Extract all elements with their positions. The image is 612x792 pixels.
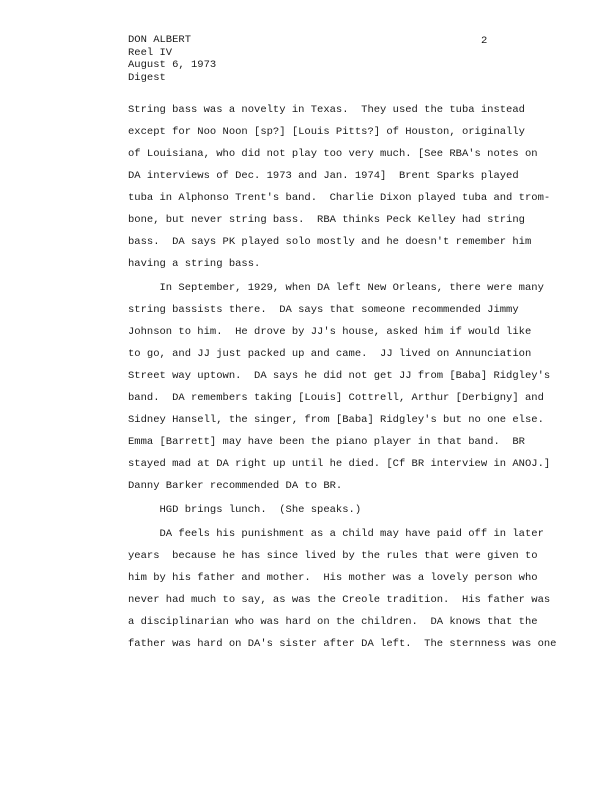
body-line: HGD brings lunch. (She speaks.) <box>128 504 362 516</box>
body-line: Emma [Barrett] may have been the piano player in that band. BR <box>128 436 525 448</box>
body-line: of Louisiana, who did not play too very much. [See RBA's notes on <box>128 148 538 160</box>
body-line: String bass was a novelty in Texas. They used the tuba instead <box>128 104 525 116</box>
body-line: Street way uptown. DA says he did not get JJ from [Baba] Ridgley's <box>128 370 551 382</box>
body-line: DA interviews of Dec. 1973 and Jan. 1974] Brent Sparks played <box>128 170 519 182</box>
body-line: Sidney Hansell, the singer, from [Baba] Ridgley's but no one else. <box>128 414 544 426</box>
body-line: string bassists there. DA says that someone recommended Jimmy <box>128 304 519 316</box>
body-line: bone, but never string bass. RBA thinks Peck Kelley had string <box>128 214 525 226</box>
body-line: a disciplinarian who was hard on the children. DA knows that the <box>128 616 538 628</box>
body-line: him by his father and mother. His mother was a lovely person who <box>128 572 538 584</box>
body-line: having a string bass. <box>128 258 261 270</box>
header-reel: Reel IV <box>128 46 173 59</box>
body-line: band. DA remembers taking [Louis] Cottrell, Arthur [Derbigny] and <box>128 392 544 404</box>
document-header <box>128 34 216 84</box>
header-type: Digest <box>128 71 166 84</box>
body-line: bass. DA says PK played solo mostly and he doesn't remember him <box>128 236 532 248</box>
body-line: tuba in Alphonso Trent's band. Charlie Dixon played tuba and trom- <box>128 192 551 204</box>
body-line: except for Noo Noon [sp?] [Louis Pitts?] of Houston, originally <box>128 126 525 138</box>
page-number: 2 <box>481 35 488 47</box>
body-line: to go, and JJ just packed up and came. JJ lived on Annunciation <box>128 348 532 360</box>
body-line: father was hard on DA's sister after DA left. The sternness was one <box>128 638 557 650</box>
body-line: Danny Barker recommended DA to BR. <box>128 480 343 492</box>
body-line: In September, 1929, when DA left New Orleans, there were many <box>128 282 544 294</box>
body-line: never had much to say, as was the Creole tradition. His father was <box>128 594 551 606</box>
body-line: years because he has since lived by the rules that were given to <box>128 550 538 562</box>
body-line: DA feels his punishment as a child may have paid off in later <box>128 528 544 540</box>
header-date: August 6, 1973 <box>128 59 217 71</box>
body-line: Johnson to him. He drove by JJ's house, asked him if would like <box>128 326 532 338</box>
body-line: stayed mad at DA right up until he died. [Cf BR interview in ANOJ.] <box>128 458 551 470</box>
header-name: DON ALBERT <box>128 34 192 46</box>
